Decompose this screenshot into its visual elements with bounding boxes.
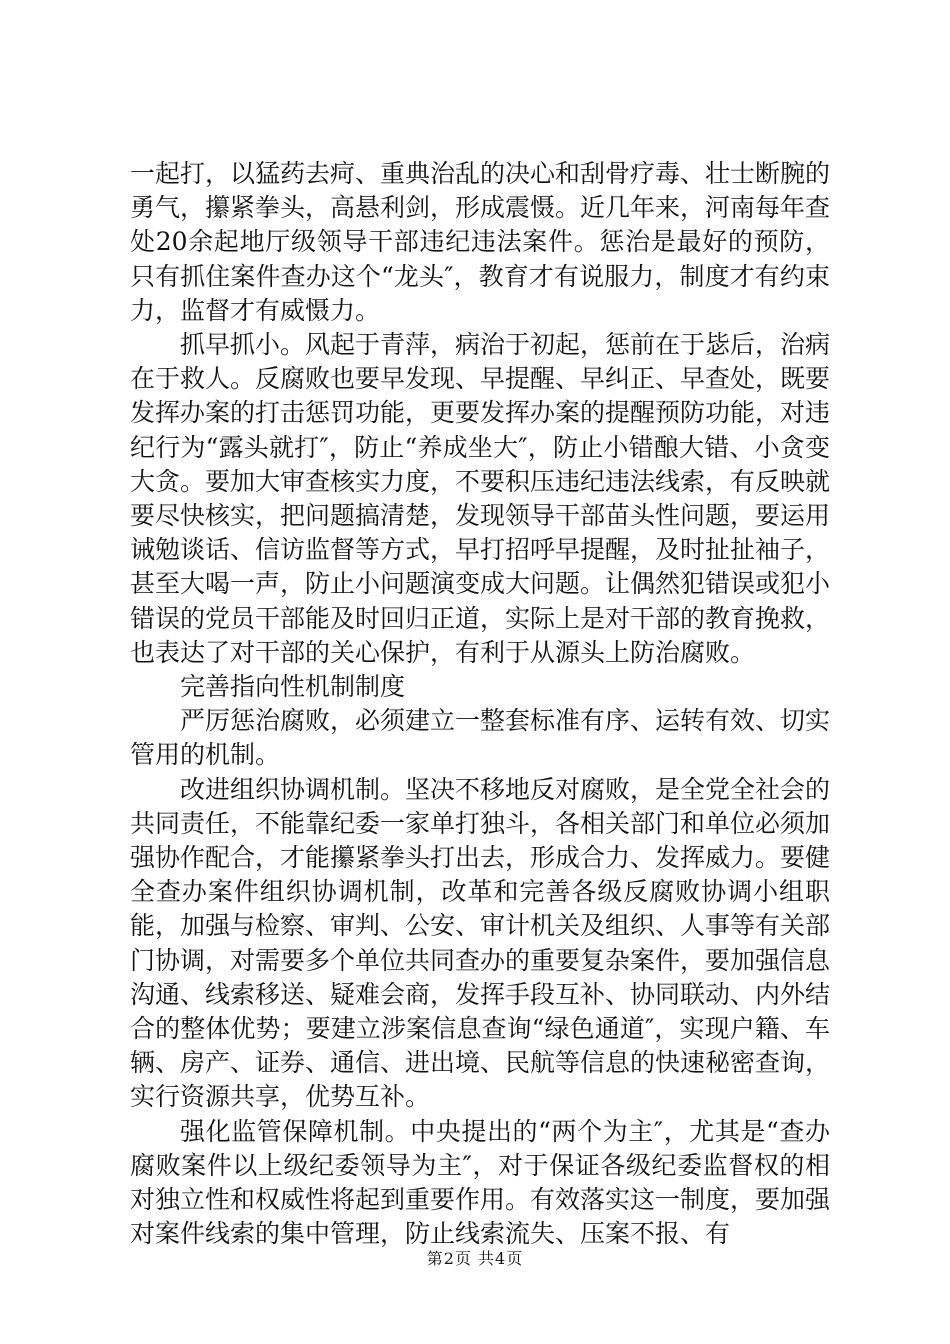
paragraph-supervision: 强化监管保障机制。中央提出的“两个为主″，尤其是“查办腐败案件以上级纪委领导为主″，对于保证各级纪委监督权的相对独立性和权威性将起到重要作用。有效落实这一制度，要加强对案件线索的集中管理，防止线索流失、压案不报、有 — [130, 1116, 831, 1249]
paragraph-continuation: 一起打，以猛药去疴、重典治乱的决心和刮骨疗毒、壮士断腕的勇气，攥紧拳头，高悬利剑，形成震慑。近几年来，河南每年查处20余起地厅级领导干部违纪违法案件。惩治是最好的预防，只有抓住案件查办这个“龙头″，教育才有说服力，制度才有约束力，监督才有威慑力。 — [130, 159, 831, 325]
paragraph-early-small: 抓早抓小。风起于青萍，病治于初起，惩前在于毖后，治病在于救人。反腐败也要早发现、早提醒、早纠正、早查处，既要发挥办案的打击惩罚功能，更要发挥办案的提醒预防功能，对违纪行为“露头就打″，防止“养成坐大″，防止小错酿大错、小贪变大贪。要加大审查核实力度，不要积压违纪违法线索，有反映就要尽快核实，把问题搞清楚，发现领导干部苗头性问题，要运用诫勉谈话、信访监督等方式，早打招呼早提醒，及时扯扯袖子，甚至大喝一声，防止小问题演变成大问题。让偶然犯错误或犯小错误的党员干部能及时回归正道，实际上是对干部的教育挽救，也表达了对干部的关心保护，有利于从源头上防治腐败。 — [130, 330, 831, 667]
paragraph-coordination: 改进组织协调机制。坚决不移地反对腐败，是全党全社会的共同责任，不能靠纪委一家单打独斗，各相关部门和单位必须加强协作配合，才能攥紧拳头打出去，形成合力、发挥威力。要健全查办案件组织协调机制，改革和完善各级反腐败协调小组职能，加强与检察、审判、公安、审计机关及组织、人事等有关部门协调，对需要多个单位共同查办的重要复杂案件，要加强信息沟通、线索移送、疑难会商，发挥手段互补、协同联动、内外结合的整体优势；要建立涉案信息查询“绿色通道″，实现户籍、车辆、房产、证券、通信、进出境、民航等信息的快速秘密查询，实行资源共享，优势互补。 — [130, 774, 831, 1112]
section-heading: 完善指向性机制制度 — [180, 672, 406, 702]
paragraph-mechanism-intro: 严厉惩治腐败，必须建立一整套标准有序、运转有效、切实管用的机制。 — [130, 706, 831, 770]
document-body — [130, 157, 830, 1252]
page-number-footer: 第2页 共4页 — [426, 1249, 524, 1268]
